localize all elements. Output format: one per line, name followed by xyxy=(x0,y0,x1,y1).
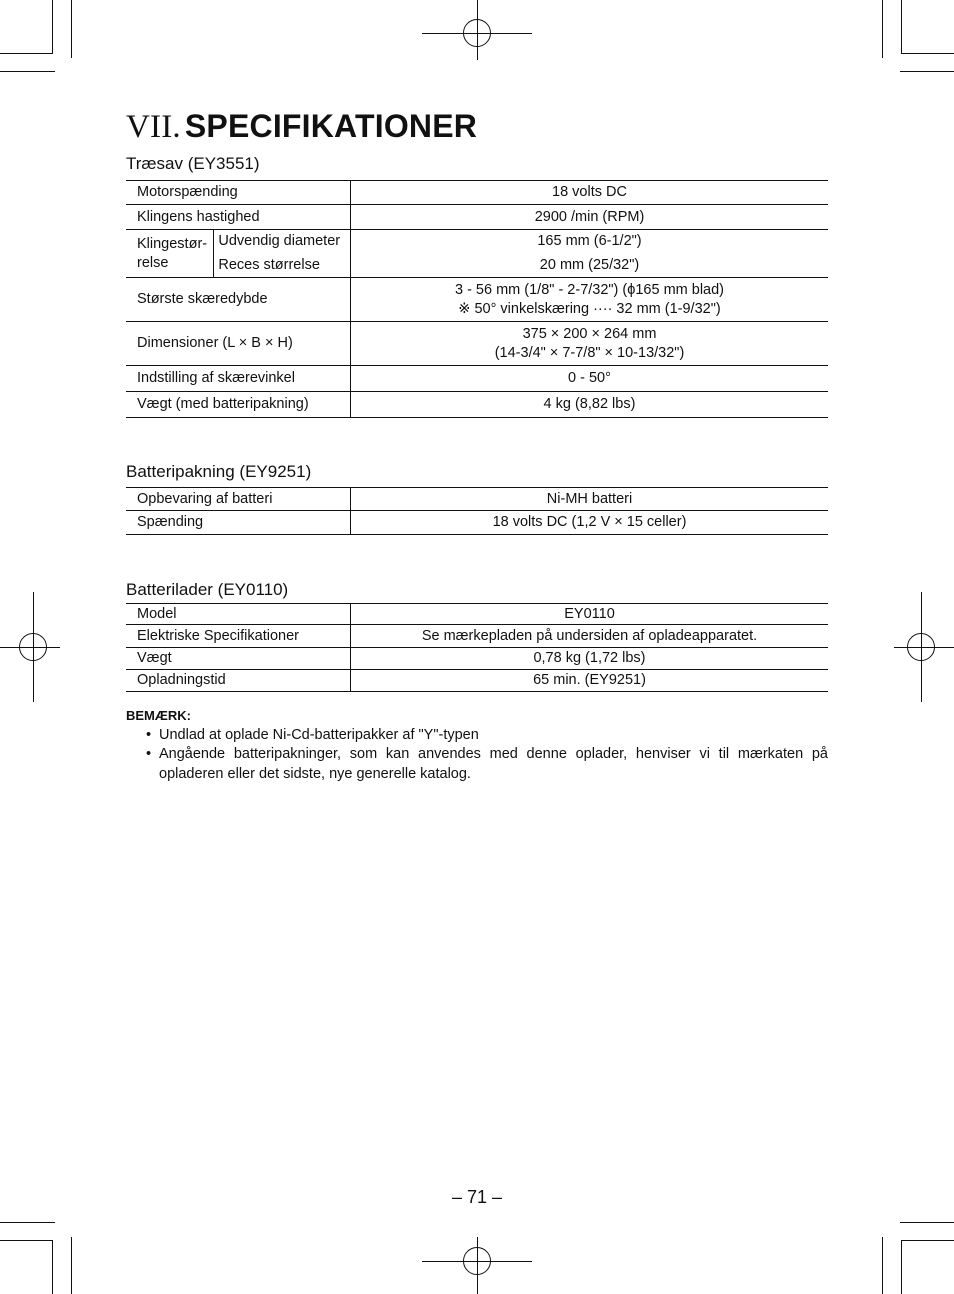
table-row xyxy=(126,625,828,648)
registration-line xyxy=(0,647,60,648)
table-row xyxy=(126,670,828,692)
row-value: 18 volts DC (1,2 V × 15 celler) xyxy=(351,511,829,535)
registration-line xyxy=(477,1237,478,1294)
bullet: • xyxy=(146,746,152,762)
row-value xyxy=(351,278,829,322)
crop-mark xyxy=(900,1222,954,1223)
row-key: Dimensioner (L × B × H) xyxy=(126,322,351,366)
table-row xyxy=(126,278,828,322)
table-row xyxy=(126,648,828,670)
crop-mark xyxy=(0,1222,55,1223)
row-value: 0,78 kg (1,72 lbs) xyxy=(351,648,829,670)
row-subkey: Reces størrelse xyxy=(214,254,351,278)
table-row xyxy=(126,205,828,230)
crop-mark xyxy=(902,1240,954,1241)
charger-spec-table xyxy=(126,603,828,692)
value-line: 3 - 56 mm (1/8" - 2-7/32") (ϕ165 mm blad) xyxy=(454,281,725,298)
value-line: 375 × 200 × 264 mm xyxy=(522,325,657,342)
note-list xyxy=(126,726,828,785)
row-value: 165 mm (6-1/2") xyxy=(351,230,829,254)
table-row xyxy=(126,366,828,392)
table-row xyxy=(126,322,828,366)
note-block xyxy=(126,706,828,784)
table-row xyxy=(126,488,828,511)
row-value: 4 kg (8,82 lbs) xyxy=(351,392,829,418)
crop-mark xyxy=(900,71,954,72)
crop-mark xyxy=(52,1240,53,1294)
row-key: Motorspænding xyxy=(126,181,351,205)
row-key: Største skæredybde xyxy=(126,278,351,322)
chapter-numeral: VII. xyxy=(126,109,181,145)
row-value: Ni-MH batteri xyxy=(351,488,829,511)
blade-size-label: Klingestør-relse xyxy=(137,235,208,271)
row-key: Elektriske Specifikationer xyxy=(126,625,351,648)
crop-mark xyxy=(901,1240,902,1294)
row-value: 65 min. (EY9251) xyxy=(351,670,829,692)
crop-mark xyxy=(901,0,902,54)
page-title xyxy=(126,108,477,146)
crop-mark xyxy=(882,1237,883,1294)
table-row xyxy=(126,604,828,625)
table-row xyxy=(126,230,828,254)
chapter-title: SPECIFIKATIONER xyxy=(184,108,478,144)
row-key: Opbevaring af batteri xyxy=(126,488,351,511)
table-row xyxy=(126,392,828,418)
crop-mark xyxy=(52,0,53,54)
battery-spec-table xyxy=(126,487,828,535)
section-heading-saw: Træsav (EY3551) xyxy=(126,154,260,173)
page-number: – 71 – xyxy=(451,1187,503,1207)
crop-mark xyxy=(71,1237,72,1294)
row-key: Klingens hastighed xyxy=(126,205,351,230)
row-key: Indstilling af skærevinkel xyxy=(126,366,351,392)
table-row xyxy=(126,254,828,278)
row-key: Opladningstid xyxy=(126,670,351,692)
row-value: 18 volts DC xyxy=(351,181,829,205)
row-key: Vægt xyxy=(126,648,351,670)
table-row xyxy=(126,511,828,535)
note-text: Angående batteripakninger, som kan anvendes med denne oplader, henviser vi til mærkaten på opladeren eller det sidste, nye generelle katalog. xyxy=(159,746,828,782)
crop-mark xyxy=(0,53,52,54)
list-item xyxy=(126,745,828,784)
crop-mark xyxy=(0,1240,52,1241)
saw-spec-table xyxy=(126,180,828,418)
row-value: 0 - 50° xyxy=(351,366,829,392)
row-value: 20 mm (25/32") xyxy=(351,254,829,278)
registration-line xyxy=(477,0,478,60)
section-heading-charger: Batterilader (EY0110) xyxy=(126,580,289,599)
row-value xyxy=(351,322,829,366)
value-line: ※ 50° vinkelskæring ···· 32 mm (1-9/32") xyxy=(458,300,721,317)
row-key: Model xyxy=(126,604,351,625)
row-value: Se mærkepladen på undersiden af opladeapparatet. xyxy=(351,625,829,648)
note-heading: BEMÆRK: xyxy=(126,708,191,723)
bullet: • xyxy=(146,726,152,743)
value-line: (14-3/4" × 7-7/8" × 10-13/32") xyxy=(494,344,685,361)
crop-mark xyxy=(71,0,72,58)
registration-line xyxy=(33,592,34,702)
row-key xyxy=(126,230,214,278)
registration-line xyxy=(894,647,954,648)
row-subkey: Udvendig diameter xyxy=(214,230,351,254)
crop-mark xyxy=(902,53,954,54)
crop-mark xyxy=(0,71,55,72)
section-heading-battery: Batteripakning (EY9251) xyxy=(126,462,312,481)
crop-mark xyxy=(882,0,883,58)
row-key: Vægt (med batteripakning) xyxy=(126,392,351,418)
row-value: 2900 /min (RPM) xyxy=(351,205,829,230)
row-key: Spænding xyxy=(126,511,351,535)
registration-line xyxy=(921,592,922,702)
list-item xyxy=(126,726,828,746)
note-text: Undlad at oplade Ni-Cd-batteripakker af "Y"-typen xyxy=(159,726,479,743)
row-value: EY0110 xyxy=(351,604,829,625)
table-row xyxy=(126,181,828,205)
